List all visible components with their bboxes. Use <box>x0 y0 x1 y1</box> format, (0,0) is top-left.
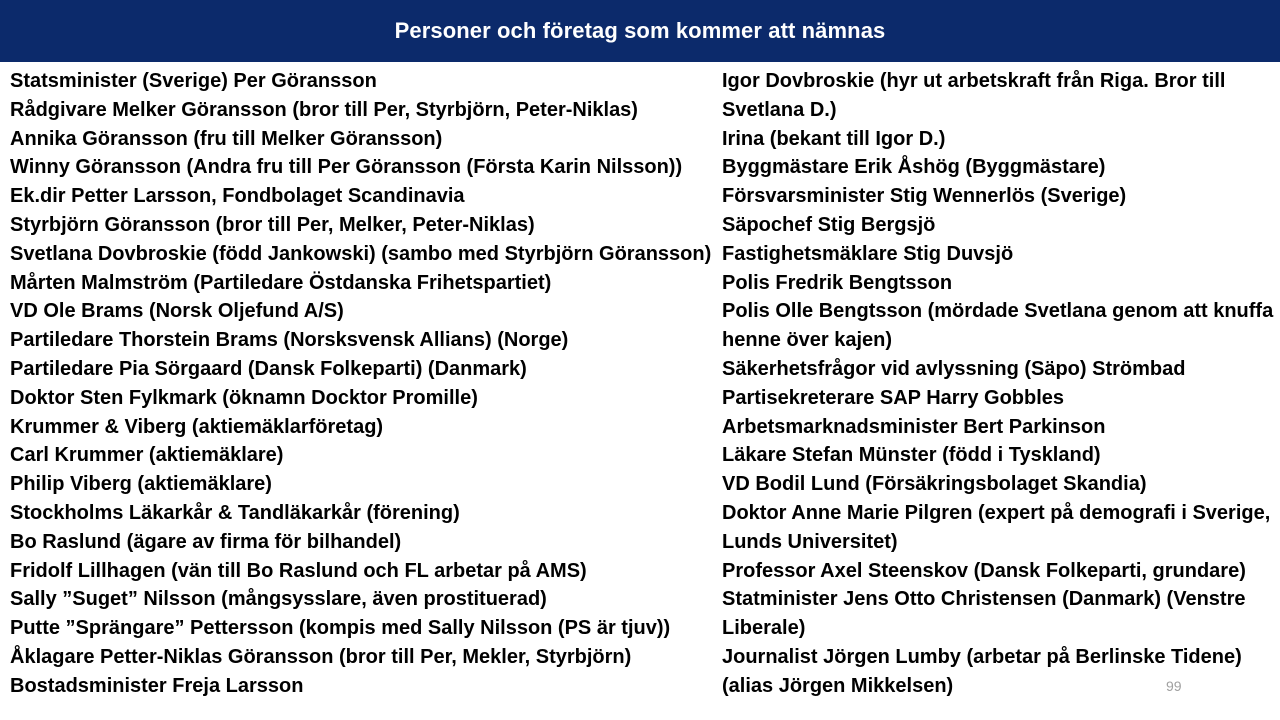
page-number: 99 <box>1166 678 1182 694</box>
left-name-list <box>10 67 710 701</box>
list-item: Säkerhetsfrågor vid avlyssning (Säpo) Strömbad <box>722 357 1186 380</box>
list-item: Irina (bekant till Igor D.) <box>722 127 946 150</box>
list-item: Byggmästare Erik Åshög (Byggmästare) <box>722 156 1106 179</box>
list-item: Polis Olle Bengtsson (mördade Svetlana genom att knuffa henne över kajen) <box>722 300 1274 352</box>
list-item: VD Ole Brams (Norsk Oljefund A/S) <box>10 300 344 323</box>
list-item: Carl Krummer (aktiemäklare) <box>10 444 284 467</box>
list-item: VD Bodil Lund (Försäkringsbolaget Skandia) <box>722 473 1147 496</box>
list-item: Säpochef Stig Bergsjö <box>722 213 936 236</box>
list-item: Partiledare Pia Sörgaard (Dansk Folkeparti) (Danmark) <box>10 357 527 380</box>
list-item: Ek.dir Petter Larsson, Fondbolaget Scandinavia <box>10 185 465 208</box>
list-item: Mårten Malmström (Partiledare Östdanska Frihetspartiet) <box>10 271 552 294</box>
list-item: Partisekreterare SAP Harry Gobbles <box>722 386 1065 409</box>
list-item: Bo Raslund (ägare av firma för bilhandel) <box>10 530 402 553</box>
list-item: Professor Axel Steenskov (Dansk Folkeparti, grundare) <box>722 559 1246 582</box>
list-item: Statminister Jens Otto Christensen (Danmark) (Venstre Liberale) <box>722 588 1246 640</box>
list-item: Åklagare Petter-Niklas Göransson (bror till Per, Mekler, Styrbjörn) <box>10 645 632 668</box>
list-item: Krummer & Viberg (aktiemäklarföretag) <box>10 415 384 438</box>
right-name-list <box>722 67 1274 701</box>
list-item: Läkare Stefan Münster (född i Tyskland) <box>722 444 1101 467</box>
list-item: Journalist Jörgen Lumby (arbetar på Berlinske Tidene) (alias Jörgen Mikkelsen) <box>722 645 1242 697</box>
list-item: Svetlana Dovbroskie (född Jankowski) (sambo med Styrbjörn Göransson) <box>10 242 712 265</box>
list-item: Fastighetsmäklare Stig Duvsjö <box>722 242 1014 265</box>
list-item: Putte ”Sprängare” Pettersson (kompis med Sally Nilsson (PS är tjuv)) <box>10 617 671 640</box>
list-item: Sally ”Suget” Nilsson (mångsysslare, även prostituerad) <box>10 588 547 611</box>
list-item: Philip Viberg (aktiemäklare) <box>10 473 272 496</box>
list-item: Doktor Anne Marie Pilgren (expert på demografi i Sverige, Lunds Universitet) <box>722 501 1271 553</box>
list-item: Doktor Sten Fylkmark (öknamn Docktor Promille) <box>10 386 478 409</box>
list-item: Bostadsminister Freja Larsson <box>10 674 304 697</box>
list-item: Rådgivare Melker Göransson (bror till Per, Styrbjörn, Peter-Niklas) <box>10 98 638 121</box>
list-item: Statsminister (Sverige) Per Göransson <box>10 70 377 92</box>
list-item: Winny Göransson (Andra fru till Per Göransson (Första Karin Nilsson)) <box>10 156 683 179</box>
list-item: Partiledare Thorstein Brams (Norsksvensk Allians) (Norge) <box>10 329 569 352</box>
list-item: Annika Göransson (fru till Melker Göransson) <box>10 127 443 150</box>
list-item: Styrbjörn Göransson (bror till Per, Melker, Peter-Niklas) <box>10 213 535 236</box>
slide-title: Personer och företag som kommer att nämnas <box>394 18 886 43</box>
list-item: Arbetsmarknadsminister Bert Parkinson <box>722 415 1106 438</box>
slide-header <box>0 0 1280 62</box>
list-item: Fridolf Lillhagen (vän till Bo Raslund och FL arbetar på AMS) <box>10 559 587 582</box>
list-item: Stockholms Läkarkår & Tandläkarkår (förening) <box>10 501 460 524</box>
list-item: Polis Fredrik Bengtsson <box>722 271 953 294</box>
list-item: Försvarsminister Stig Wennerlös (Sverige) <box>722 185 1127 208</box>
list-item: Igor Dovbroskie (hyr ut arbetskraft från Riga. Bror till Svetlana D.) <box>722 70 1226 121</box>
